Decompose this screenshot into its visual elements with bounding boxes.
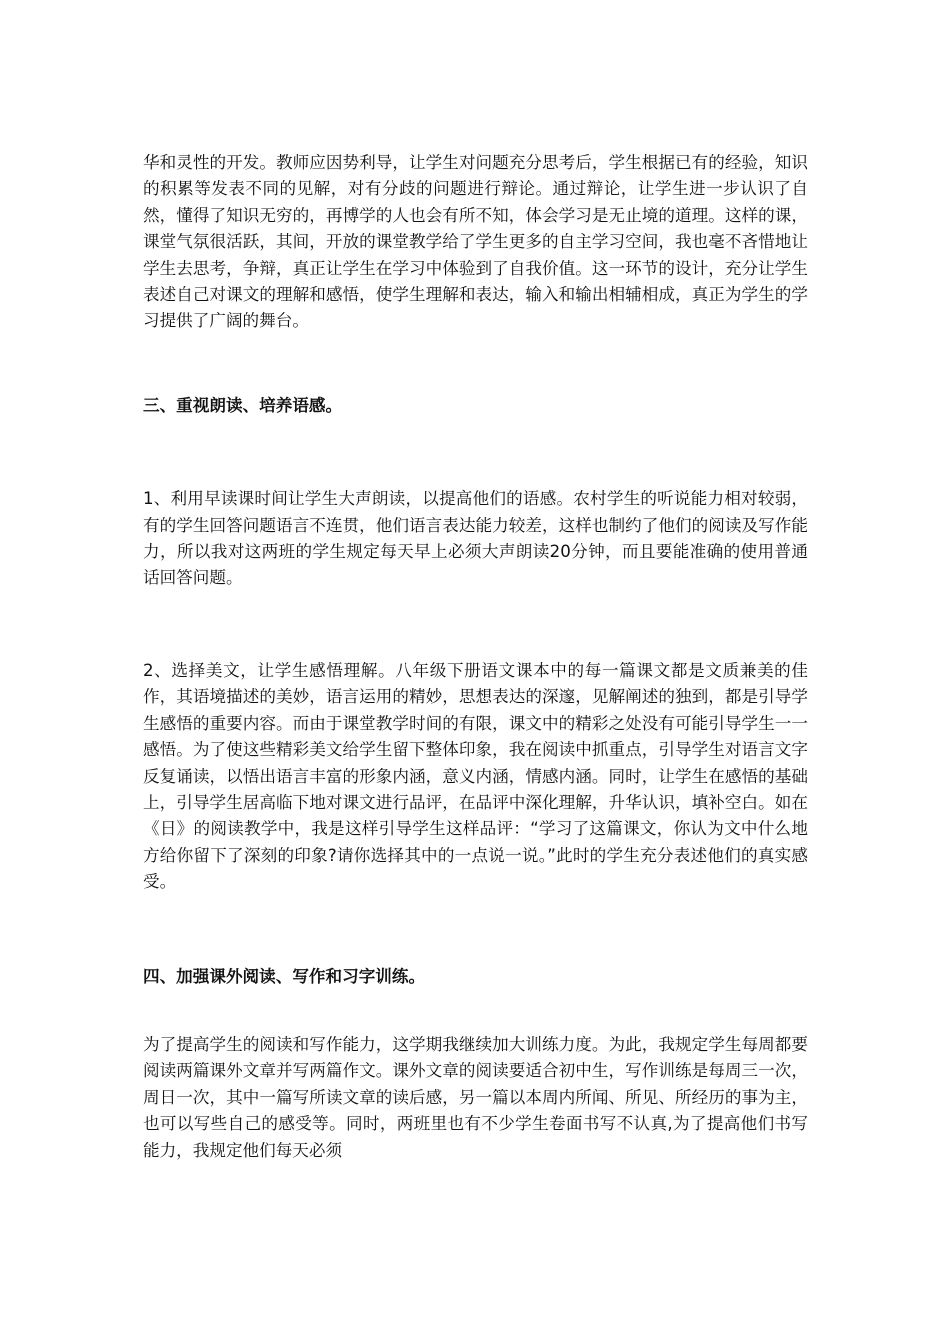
paragraph-continued: 华和灵性的开发。教师应因势利导，让学生对问题充分思考后，学生根据已有的经验，知识的积累等发表不同的见解，对有分歧的问题进行辩论。通过辩论，让学生进一步认识了自然，懂得了知识无穷的，再博学的人也会有所不知，体会学习是无止境的道理。这样的课，课堂气氛很活跃，其间，开放的课堂教学给了学生更多的自主学习空间，我也毫不吝惜地让学生去思考，争辩，真正让学生在学习中体验到了自我价值。这一环节的设计，充分让学生表述自己对课文的理解和感悟，使学生理解和表达，输入和输出相辅相成，真正为学生的学习提供了广阔的舞台。	[143, 153, 808, 331]
section-heading-4: 四、加强课外阅读、写作和习字训练。	[143, 966, 426, 986]
document-page	[143, 150, 808, 1164]
paragraph-3-2: 2、选择美文，让学生感悟理解。八年级下册语文课本中的每一篇课文都是文质兼美的佳作，其语境描述的美妙，语言运用的精妙，思想表达的深邃，见解阐述的独到，都是引导学生感悟的重要内容。而由于课堂教学时间的有限，课文中的精彩之处没有可能引导学生一一感悟。为了使这些精彩美文给学生留下整体印象，我在阅读中抓重点，引导学生对语言文字反复诵读，以悟出语言丰富的形象内涵，意义内涵，情感内涵。同时，让学生在感悟的基础上，引导学生居高临下地对课文进行品评，在品评中深化理解，升华认识，填补空白。如在《日》的阅读教学中，我是这样引导学生这样品评：“学习了这篇课文，你认为文中什么地方给你留下了深刻的印象?请你选择其中的一点说一说。”此时的学生充分表述他们的真实感受。	[143, 660, 808, 892]
section-heading-3: 三、重视朗读、培养语感。	[143, 395, 343, 415]
paragraph-3-1: 1、利用早读课时间让学生大声朗读，以提高他们的语感。农村学生的听说能力相对较弱，有的学生回答问题语言不连贯，他们语言表达能力较差，这样也制约了他们的阅读及写作能力，所以我对这两班的学生规定每天早上必须大声朗读20分钟，而且要能准确的使用普通话回答问题。	[143, 489, 808, 588]
paragraph-4-1: 为了提高学生的阅读和写作能力，这学期我继续加大训练力度。为此，我规定学生每周都要阅读两篇课外文章并写两篇作文。课外文章的阅读要适合初中生，写作训练是每周三一次，周日一次，其中一篇写所读文章的读后感，另一篇以本周内所闻、所见、所经历的事为主，也可以写些自己的感受等。同时，两班里也有不少学生卷面书写不认真,为了提高他们书写能力，我规定他们每天必须	[143, 1034, 808, 1160]
